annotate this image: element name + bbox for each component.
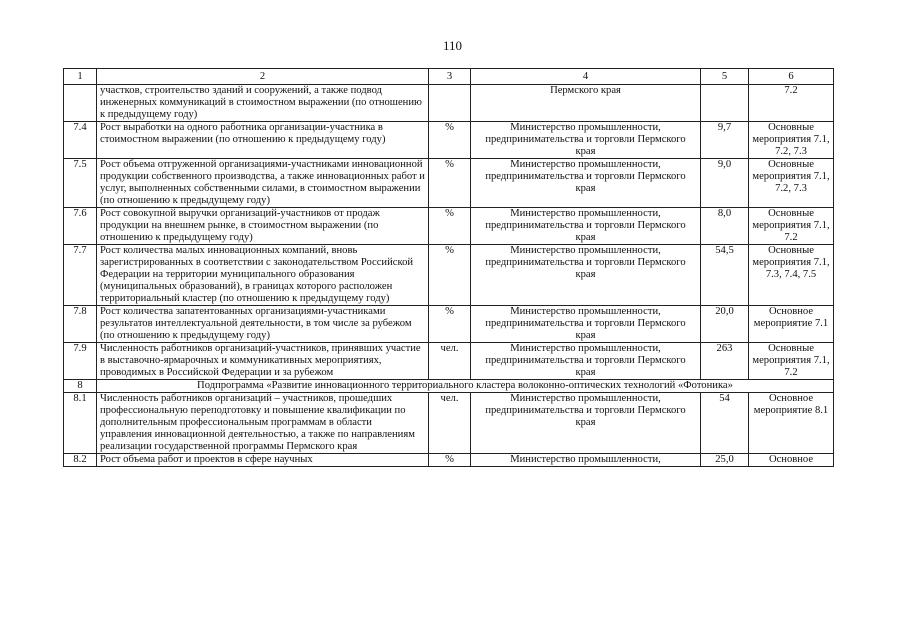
header-col-2: 2 [97,69,429,85]
value: 20,0 [701,306,749,343]
row-number: 8.2 [64,454,97,467]
indicator-name: Численность работников организаций-участников, принявших участие в выставочно-ярмарочных и коммуникативных мероприятиях, проводимых в Российской Федерации и за рубежом [97,343,429,380]
value: 54,5 [701,245,749,306]
value: 263 [701,343,749,380]
table-header [64,69,834,85]
header-col-6: 6 [749,69,834,85]
responsible: Министерство промышленности, [471,454,701,467]
responsible: Министерство промышленности, предпринимательства и торговли Пермского края [471,122,701,159]
responsible: Министерство промышленности, предпринимательства и торговли Пермского края [471,159,701,208]
responsible: Министерство промышленности, предпринимательства и торговли Пермского края [471,306,701,343]
measures-ref: Основные мероприятия 7.1, 7.2, 7.3 [749,122,834,159]
indicator-name: Рост количества малых инновационных компаний, вновь зарегистрированных в соответствии с законодательством Российской Федерации на территории муниципального образования (муниципальных образований), в границах которого расположен территориальный кластер (по отношению к предыдущему году) [97,245,429,306]
value [701,85,749,122]
row-number: 7.9 [64,343,97,380]
table-row [64,85,834,122]
indicators-table [63,68,834,467]
table-row [64,159,834,208]
unit: % [429,122,471,159]
table-row [64,343,834,380]
page-number: 110 [442,38,463,53]
measures-ref: Основное мероприятие 8.1 [749,393,834,454]
table-row [64,306,834,343]
unit: % [429,306,471,343]
unit: чел. [429,343,471,380]
row-number: 7.6 [64,208,97,245]
section-row [64,380,834,393]
table-row [64,454,834,467]
measures-ref: Основные мероприятия 7.1, 7.2 [749,343,834,380]
indicator-name: Численность работников организаций – участников, прошедших профессиональную переподготовку и повышение квалификации по дополнительным профессиональным программам в области управления инновационной деятельностью, а также по направлениям реализации государственной программы Пермского края [97,393,429,454]
measures-ref: Основные мероприятия 7.1, 7.2 [749,208,834,245]
measures-ref: Основные мероприятия 7.1, 7.2, 7.3 [749,159,834,208]
value: 54 [701,393,749,454]
measures-ref: 7.2 [749,85,834,122]
indicator-name: участков, строительство зданий и сооружений, а также подвод инженерных коммуникаций в стоимостном выражении (по отношению к предыдущему году) [97,85,429,122]
row-number [64,85,97,122]
indicator-name: Рост совокупной выручки организаций-участников от продаж продукции на внешнем рынке, в стоимостном выражении (по отношению к предыдущему году) [97,208,429,245]
header-col-1: 1 [64,69,97,85]
row-number: 7.8 [64,306,97,343]
section-number: 8 [64,380,97,393]
measures-ref: Основные мероприятия 7.1, 7.3, 7.4, 7.5 [749,245,834,306]
unit: % [429,159,471,208]
value: 9,0 [701,159,749,208]
row-number: 7.7 [64,245,97,306]
indicator-name: Рост выработки на одного работника организации-участника в стоимостном выражении (по отношению к предыдущему году) [97,122,429,159]
table-row [64,245,834,306]
value: 25,0 [701,454,749,467]
responsible: Министерство промышленности, предпринимательства и торговли Пермского края [471,208,701,245]
responsible: Министерство промышленности, предпринимательства и торговли Пермского края [471,343,701,380]
unit: % [429,245,471,306]
header-row [64,69,834,85]
table-row [64,393,834,454]
value: 8,0 [701,208,749,245]
unit: % [429,454,471,467]
measures-ref: Основное мероприятие 7.1 [749,306,834,343]
measures-ref: Основное [749,454,834,467]
unit: % [429,208,471,245]
row-number: 7.4 [64,122,97,159]
header-col-5: 5 [701,69,749,85]
row-number: 7.5 [64,159,97,208]
unit [429,85,471,122]
responsible: Министерство промышленности, предпринимательства и торговли Пермского края [471,393,701,454]
indicator-name: Рост объема отгруженной организациями-участниками инновационной продукции собственного производства, а также инновационных работ и услуг, выполненных собственными силами, в стоимостном выражении (по отношению к предыдущему году) [97,159,429,208]
value: 9,7 [701,122,749,159]
table-row [64,122,834,159]
header-col-3: 3 [429,69,471,85]
section-title: Подпрограмма «Развитие инновационного территориального кластера волоконно-оптических технологий «Фотоника» [97,380,834,393]
header-col-4: 4 [471,69,701,85]
table-row [64,208,834,245]
indicator-name: Рост количества запатентованных организациями-участниками результатов интеллектуальной деятельности, в том числе за рубежом (по отношению к предыдущему году) [97,306,429,343]
row-number: 8.1 [64,393,97,454]
responsible: Министерство промышленности, предпринимательства и торговли Пермского края [471,245,701,306]
table-body [64,85,834,467]
unit: чел. [429,393,471,454]
indicator-name: Рост объема работ и проектов в сфере научных [97,454,429,467]
responsible: Пермского края [471,85,701,122]
